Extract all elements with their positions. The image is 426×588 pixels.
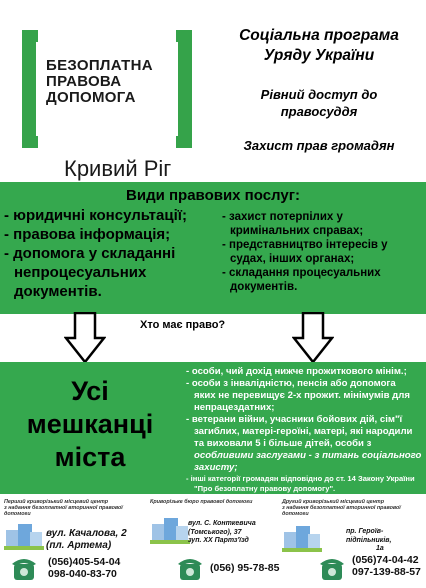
office-2-name: Криворізьке бюро правової допомоги (150, 499, 253, 505)
office-2-address: вул. С. Конткевича (Томського), 37 зуп. ХХ Партз'їзд (188, 520, 256, 544)
list-item: - юридичні консультації; (4, 207, 187, 224)
slogan-justice: Рівний доступ до правосуддя (260, 87, 378, 119)
office-3-address: пр. Героїв-підпільників, 1а (346, 528, 392, 552)
list-item: загиблих, матері-героїні, матері, які народили (194, 426, 413, 437)
list-item: - правова інформація; (4, 226, 171, 243)
phone-icon (176, 552, 204, 582)
services-list-right (222, 210, 426, 294)
office-3-phones: (056)74-04-42 097-139-88-57 (352, 554, 421, 578)
list-item: - особи з інвалідністю, пенсія або допомога (186, 378, 396, 389)
office-2-phones: (056) 95-78-85 (210, 562, 280, 574)
list-item: непроцесуальних (14, 264, 147, 281)
city-name: Кривий Ріг (64, 156, 172, 181)
list-item: - допомога у складанні (4, 245, 176, 262)
office-1-name: Перший криворізький місцевий центр з надання безоплатної вторинної правової допомоги (4, 499, 123, 517)
office-1-address: вул. Качалова, 2 (пл. Артема) (46, 528, 127, 551)
building-icon (150, 514, 190, 544)
list-item: - захист потерпілих у (222, 211, 343, 223)
list-item: - ветерани війни, учасники бойових дій, сім"ї (186, 414, 403, 425)
logo (22, 30, 192, 148)
slogan-rights: Захист прав громадян (243, 138, 395, 153)
arrow-down-icon (292, 312, 334, 364)
list-item: яких не перевищує 2-х прожит. мінімумів для (194, 390, 410, 401)
list-item: та виховали 5 і більше дітей, особи з (194, 438, 372, 449)
services-title: Види правових послуг: (126, 187, 300, 204)
list-item: кримінальних справах; (230, 225, 364, 237)
list-item: - особи, чий дохід нижче прожиткового мінім.; (186, 366, 407, 377)
who-eligible-label: Хто має право? (140, 319, 226, 331)
office-1-phones: (056)405-54-04 098-040-83-70 (48, 556, 121, 580)
list-item: документів. (14, 283, 102, 300)
logo-bracket-right (178, 30, 192, 148)
list-item: судах, інших органах; (230, 253, 355, 265)
building-icon (282, 522, 322, 552)
logo-bracket-left (22, 30, 36, 148)
phone-icon (10, 552, 38, 582)
office-3-name: Другий криворізький місцевий центр з надання безоплатної вторинної правової допомоги (282, 499, 401, 517)
list-item: "Про безоплатну правову допомогу". (194, 483, 336, 493)
all-residents-heading: Усі мешканці міста (26, 376, 154, 472)
building-icon (4, 520, 44, 550)
list-item: особливими заслугами - з питань соціального (194, 450, 422, 461)
list-item: - представництво інтересів у (222, 239, 388, 251)
arrow-down-icon (64, 312, 106, 364)
logo-text: БЕЗОПЛАТНА ПРАВОВА ДОПОМОГА (46, 57, 153, 106)
program-title: Соціальна програма Уряду України (239, 27, 399, 64)
phone-icon (318, 552, 346, 582)
list-item: захисту; (194, 462, 238, 473)
list-item: - складання процесуальних (222, 267, 381, 279)
list-item: непрацездатних; (194, 402, 275, 413)
eligible-categories-list (186, 366, 426, 493)
list-item: документів. (230, 281, 298, 293)
services-list-left (4, 206, 224, 301)
list-item: - інші категорії громадян відповідно до ст. 14 Закону України (186, 474, 415, 483)
